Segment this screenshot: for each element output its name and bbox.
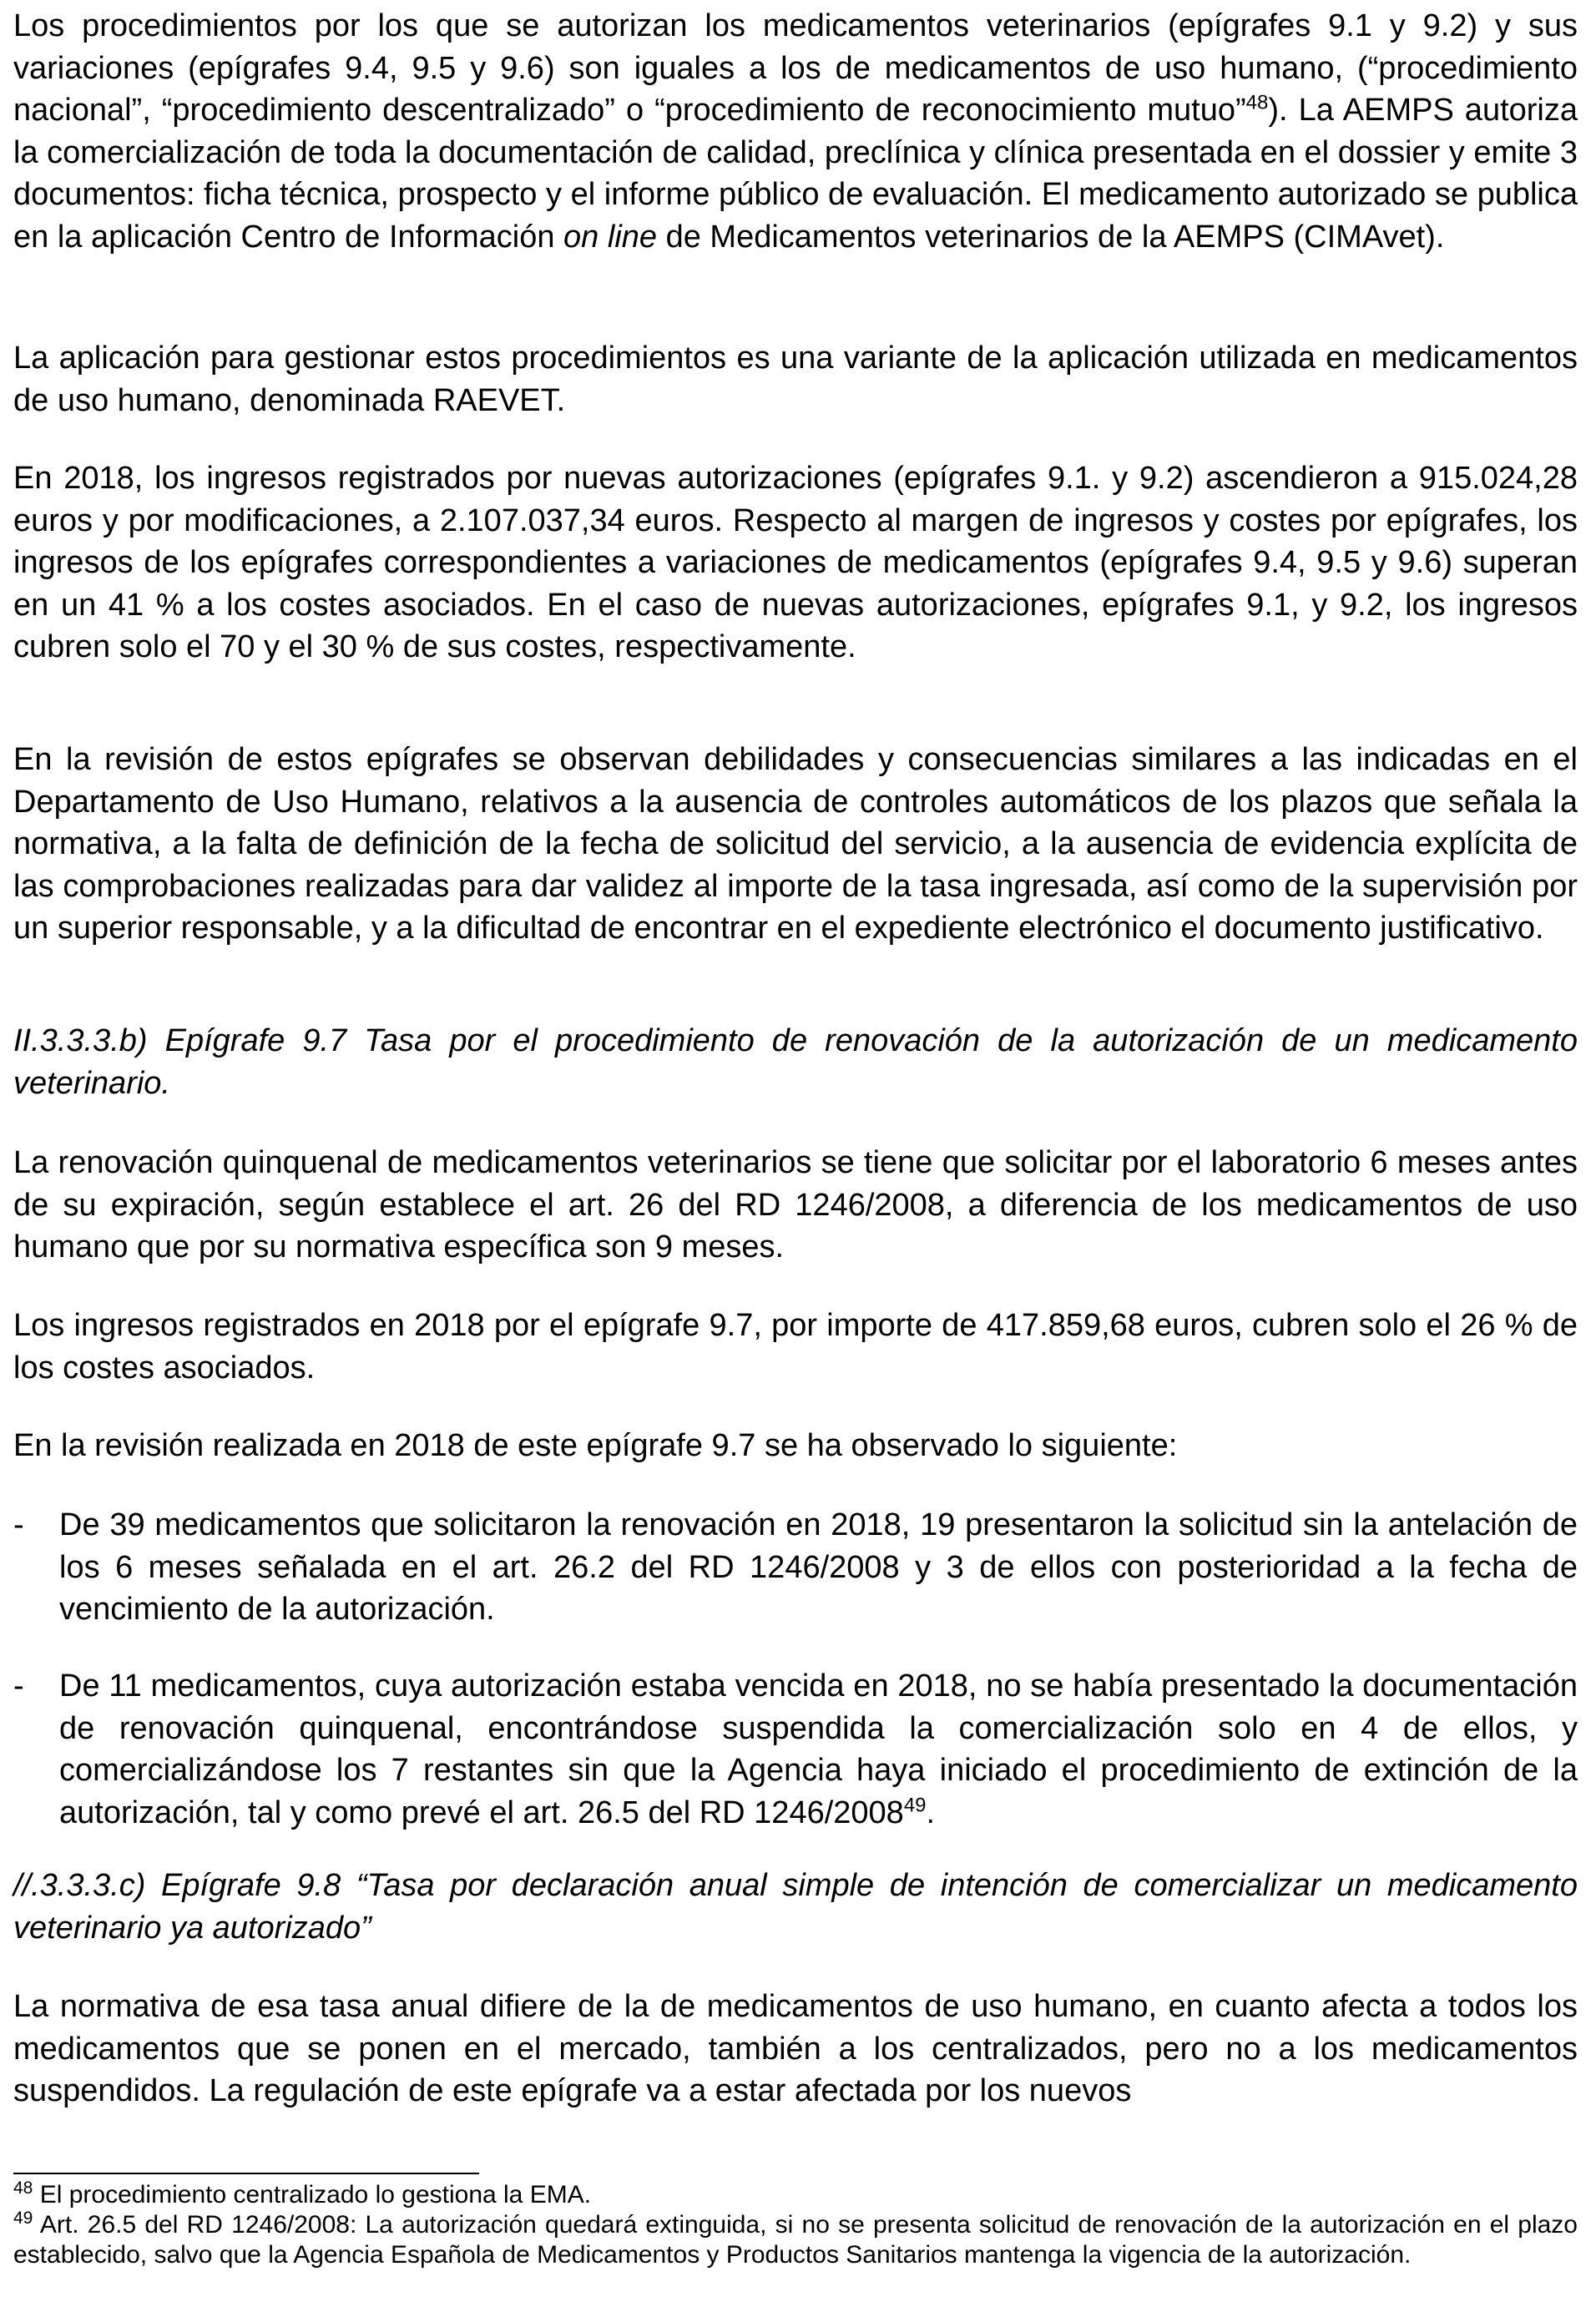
findings-list bbox=[13, 1665, 1578, 1834]
paragraph-text: de Medicamentos veterinarios de la AEMPS (CIMAvet). bbox=[657, 219, 1445, 255]
list-item-text-body: De 11 medicamentos, cuya autorización estaba vencida en 2018, no se había presentado la documentación de renovación quinquenal, encontrándose suspendida la comercialización solo en 4 de ellos, y comercializándose los 7 restantes sin que la Agencia haya iniciado el procedimiento de extinción de la autorización, tal y como prevé el art. 26.5 del RD 1246/2008 bbox=[59, 1668, 1578, 1830]
footnote-text: Art. 26.5 del RD 1246/2008: La autorización quedará extinguida, si no se presenta solicitud de renovación de la autorización en el plazo establecido, salvo que la Agencia Española de Medicamentos y Productos Sanitarios mantenga la vigencia de la autorización. bbox=[13, 2211, 1578, 2269]
section-heading-9-7: II.3.3.3.b) Epígrafe 9.7 Tasa por el procedimiento de renovación de la autorización de un medicamento veterinario. bbox=[13, 1023, 1578, 1101]
list-bullet: - bbox=[13, 1668, 24, 1704]
list-item-text: De 39 medicamentos que solicitaron la renovación en 2018, 19 presentaron la solicitud sin la antelación de los 6 meses señalada en el art. 26.2 del RD 1246/2008 y 3 de ellos con posterioridad a la fecha de vencimiento de la autorización. bbox=[59, 1507, 1578, 1627]
paragraph-raevet: La aplicación para gestionar estos procedimientos es una variante de la aplicación utilizada en medicamentos de uso humano, denominada RAEVET. bbox=[13, 341, 1578, 418]
list-bullet: - bbox=[13, 1507, 24, 1542]
paragraph-quinquennial-renewal: La renovación quinquenal de medicamentos veterinarios se tiene que solicitar por el laboratorio 6 meses antes de su expiración, según establece el art. 26 del RD 1246/2008, a diferencia de los medicamentos de uso humano que por su normativa específica son 9 meses. bbox=[13, 1145, 1578, 1265]
paragraph-revenue-9-7: Los ingresos registrados en 2018 por el epígrafe 9.7, por importe de 417.859,68 euros, cubren solo el 26 % de los costes asociados. bbox=[13, 1308, 1578, 1386]
footnote-text: El procedimiento centralizado lo gestiona la EMA. bbox=[33, 2181, 592, 2208]
footnotes bbox=[13, 2180, 1578, 2270]
footnote-separator bbox=[13, 2173, 479, 2174]
paragraph-authorization-procedures bbox=[13, 5, 1578, 258]
list-item-text-end: . bbox=[926, 1795, 936, 1830]
footnote-ref-49: 49 bbox=[903, 1793, 927, 1816]
footnote-48 bbox=[13, 2180, 1578, 2210]
footnote-49 bbox=[13, 2210, 1578, 2270]
list-item bbox=[13, 1504, 1578, 1631]
footnote-number: 49 bbox=[13, 2208, 33, 2228]
footnote-number: 48 bbox=[13, 2178, 33, 2198]
paragraph-text: Los procedimientos por los que se autorizan los medicamentos veterinarios (epígrafes 9.1 y 9.2) y sus variaciones (epígrafes 9.4, 9.5 y 9.6) son iguales a los de medicamentos de uso humano, (“procedimiento nacional”, “procedimiento descentralizado” o “procedimiento de reconocimiento mutuo” bbox=[13, 8, 1578, 128]
list-item bbox=[13, 1665, 1578, 1834]
paragraph-italic-text: on line bbox=[563, 219, 658, 255]
paragraph-review-intro: En la revisión realizada en 2018 de este epígrafe 9.7 se ha observado lo siguiente: bbox=[13, 1428, 1178, 1463]
list-item-text bbox=[59, 1665, 1578, 1834]
paragraph-text: ). La AEMPS autoriza la comercialización de toda la documentación de calidad, preclínica y clínica presentada en el dossier y emite 3 documentos: ficha técnica, prospecto y el informe público de evaluación. El medicamento autorizado se publica en la aplicación Centro de Información bbox=[13, 93, 1578, 255]
paragraph-weaknesses: En la revisión de estos epígrafes se observan debilidades y consecuencias similares a las indicadas en el Departamento de Uso Humano, relativos a la ausencia de controles automáticos de los plazos que señala la normativa, a la falta de definición de la fecha de solicitud del servicio, a la ausencia de evidencia explícita de las comprobaciones realizadas para dar validez al importe de la tasa ingresada, así como de la supervisión por un superior responsable, y a la dificultad de encontrar en el expediente electrónico el documento justificativo. bbox=[13, 742, 1578, 946]
section-heading-9-8: //.3.3.3.c) Epígrafe 9.8 “Tasa por declaración anual simple de intención de comercializar un medicamento veterinario ya autorizado” bbox=[13, 1868, 1578, 1946]
paragraph-annual-fee: La normativa de esa tasa anual difiere de la de medicamentos de uso humano, en cuanto afecta a todos los medicamentos que se ponen en el mercado, también a los centralizados, pero no a los medicamentos suspendidos. La regulación de este epígrafe va a estar afectada por los nuevos bbox=[13, 1989, 1578, 2108]
findings-list bbox=[13, 1504, 1578, 1631]
footnote-ref-48: 48 bbox=[1245, 91, 1269, 114]
paragraph-revenue-2018: En 2018, los ingresos registrados por nuevas autorizaciones (epígrafes 9.1. y 9.2) ascendieron a 915.024,28 euros y por modificaciones, a 2.107.037,34 euros. Respecto al margen de ingresos y costes por epígrafes, los ingresos de los epígrafes correspondientes a variaciones de medicamentos (epígrafes 9.4, 9.5 y 9.6) superan en un 41 % a los costes asociados. En el caso de nuevas autorizaciones, epígrafes 9.1, y 9.2, los ingresos cubren solo el 70 y el 30 % de sus costes, respectivamente. bbox=[13, 461, 1578, 664]
